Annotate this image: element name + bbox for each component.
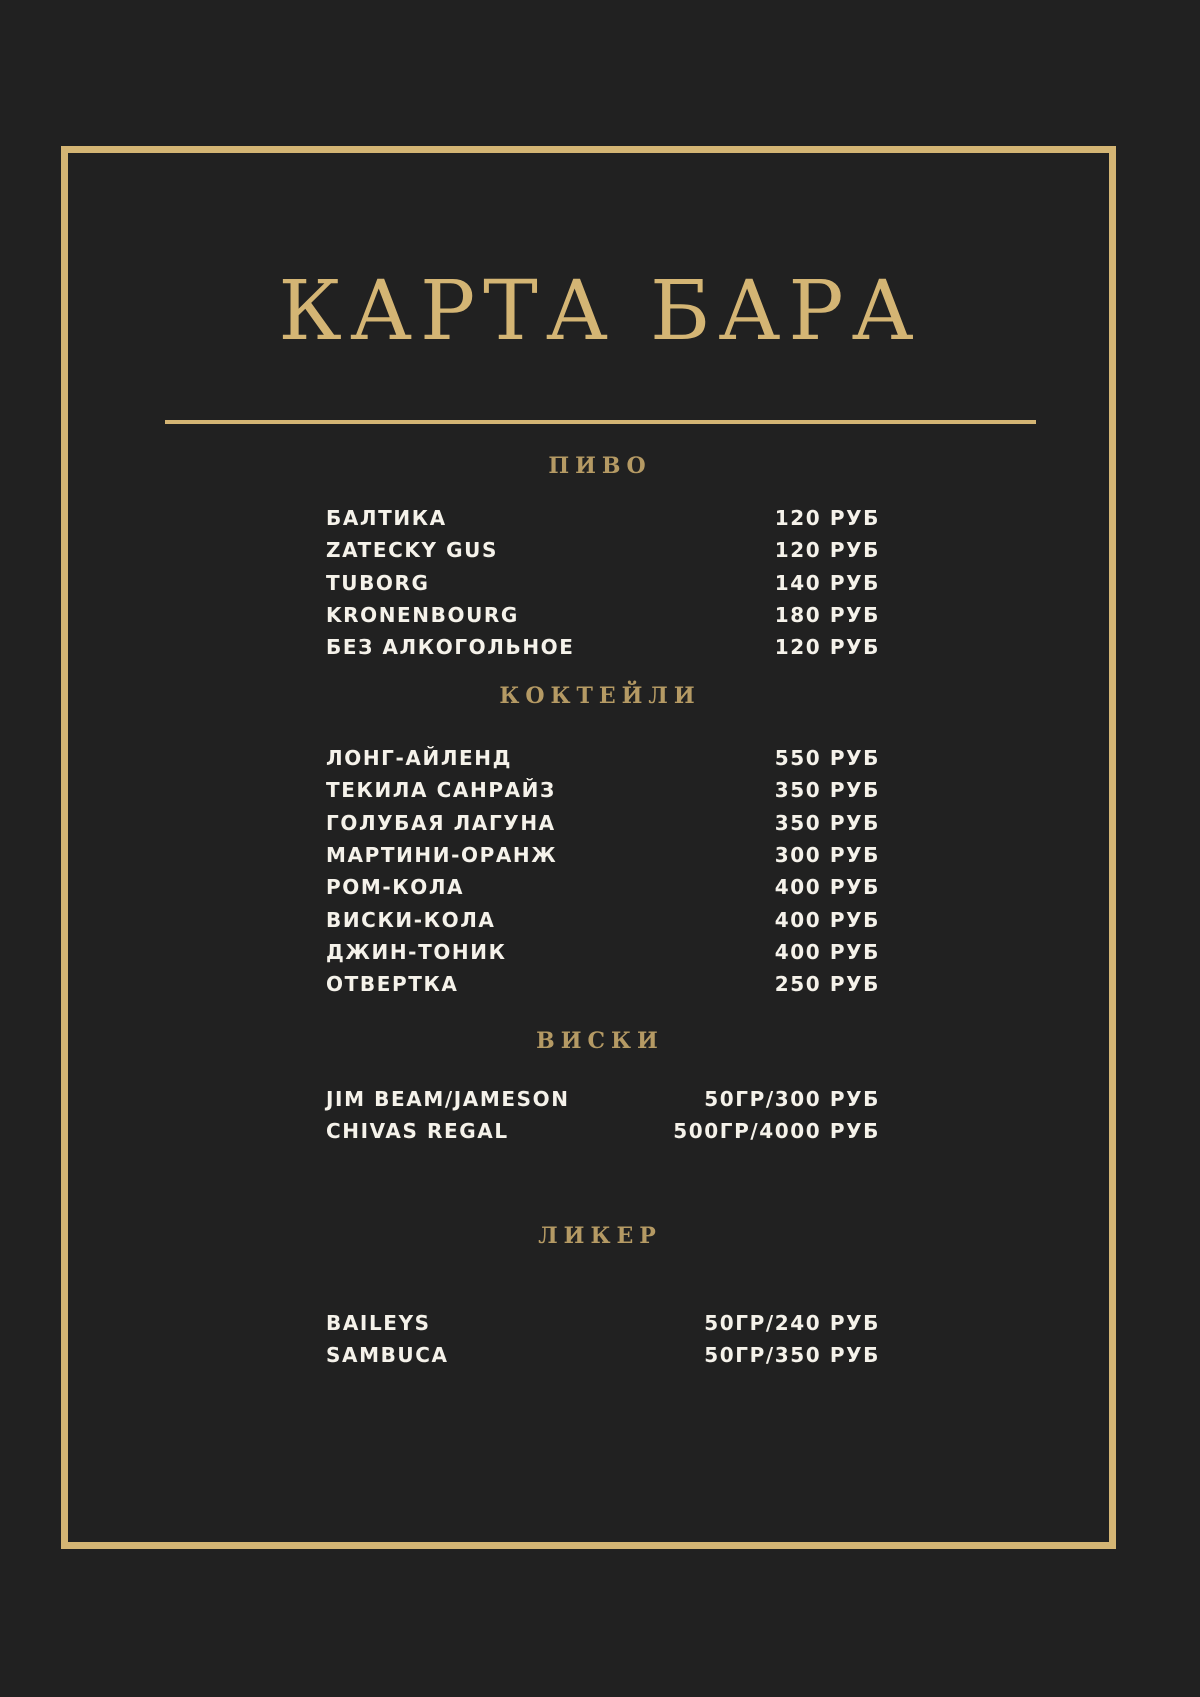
menu-item xyxy=(326,599,880,631)
item-price: 350 РУБ xyxy=(774,778,880,803)
item-price: 50ГР/350 РУБ xyxy=(704,1343,880,1368)
menu-item xyxy=(326,631,880,663)
menu-item xyxy=(326,839,880,871)
item-price: 550 РУБ xyxy=(774,746,880,771)
item-name: ДЖИН-ТОНИК xyxy=(326,939,507,964)
menu-item xyxy=(326,567,880,599)
item-price: 400 РУБ xyxy=(774,907,880,932)
menu-item xyxy=(326,742,880,774)
menu-item xyxy=(326,903,880,935)
item-price: 350 РУБ xyxy=(774,810,880,835)
item-price: 300 РУБ xyxy=(774,843,880,868)
section-title-cocktails: КОКТЕЙЛИ xyxy=(499,683,701,709)
item-name: ТЕКИЛА САНРАЙЗ xyxy=(326,778,556,803)
menu-item xyxy=(326,1339,880,1371)
menu-item xyxy=(326,807,880,839)
item-name: БЕЗ АЛКОГОЛЬНОЕ xyxy=(326,635,575,660)
item-name: KRONENBOURG xyxy=(326,603,519,628)
item-price: 140 РУБ xyxy=(774,570,880,595)
item-price: 250 РУБ xyxy=(774,972,880,997)
section-list-whisky xyxy=(326,1083,880,1148)
section-title-liqueur: ЛИКЕР xyxy=(538,1223,662,1249)
menu-item xyxy=(326,871,880,903)
item-name: ВИСКИ-КОЛА xyxy=(326,907,496,932)
section-title-beer: ПИВО xyxy=(548,453,652,479)
item-name: BAILEYS xyxy=(326,1311,431,1336)
item-price: 50ГР/240 РУБ xyxy=(704,1311,880,1336)
item-price: 180 РУБ xyxy=(774,603,880,628)
item-name: РОМ-КОЛА xyxy=(326,875,465,900)
item-name: JIM BEAM/JAMESON xyxy=(326,1087,570,1112)
item-price: 120 РУБ xyxy=(774,506,880,531)
title-divider xyxy=(165,420,1036,424)
section-list-beer xyxy=(326,502,880,663)
section-title-whisky: ВИСКИ xyxy=(536,1028,664,1054)
menu-item xyxy=(326,774,880,806)
item-name: ОТВЕРТКА xyxy=(326,972,459,997)
section-list-cocktails xyxy=(326,742,880,1000)
menu-item xyxy=(326,1083,880,1115)
section-list-liqueur xyxy=(326,1307,880,1372)
menu-title: КАРТА БАРА xyxy=(278,264,922,359)
menu-item xyxy=(326,1115,880,1147)
item-price: 400 РУБ xyxy=(774,875,880,900)
menu-item xyxy=(326,968,880,1000)
item-name: TUBORG xyxy=(326,570,430,595)
item-price: 120 РУБ xyxy=(774,635,880,660)
item-price: 120 РУБ xyxy=(774,538,880,563)
item-name: ZATECKY GUS xyxy=(326,538,499,563)
item-name: SAMBUCA xyxy=(326,1343,449,1368)
item-name: МАРТИНИ-ОРАНЖ xyxy=(326,843,558,868)
item-price: 400 РУБ xyxy=(774,939,880,964)
menu-item xyxy=(326,534,880,566)
menu-item xyxy=(326,936,880,968)
item-price: 50ГР/300 РУБ xyxy=(704,1087,880,1112)
menu-item xyxy=(326,1307,880,1339)
menu-item xyxy=(326,502,880,534)
item-price: 500ГР/4000 РУБ xyxy=(673,1119,880,1144)
item-name: ГОЛУБАЯ ЛАГУНА xyxy=(326,810,556,835)
item-name: БАЛТИКА xyxy=(326,506,447,531)
item-name: ЛОНГ-АЙЛЕНД xyxy=(326,746,513,771)
item-name: CHIVAS REGAL xyxy=(326,1119,509,1144)
